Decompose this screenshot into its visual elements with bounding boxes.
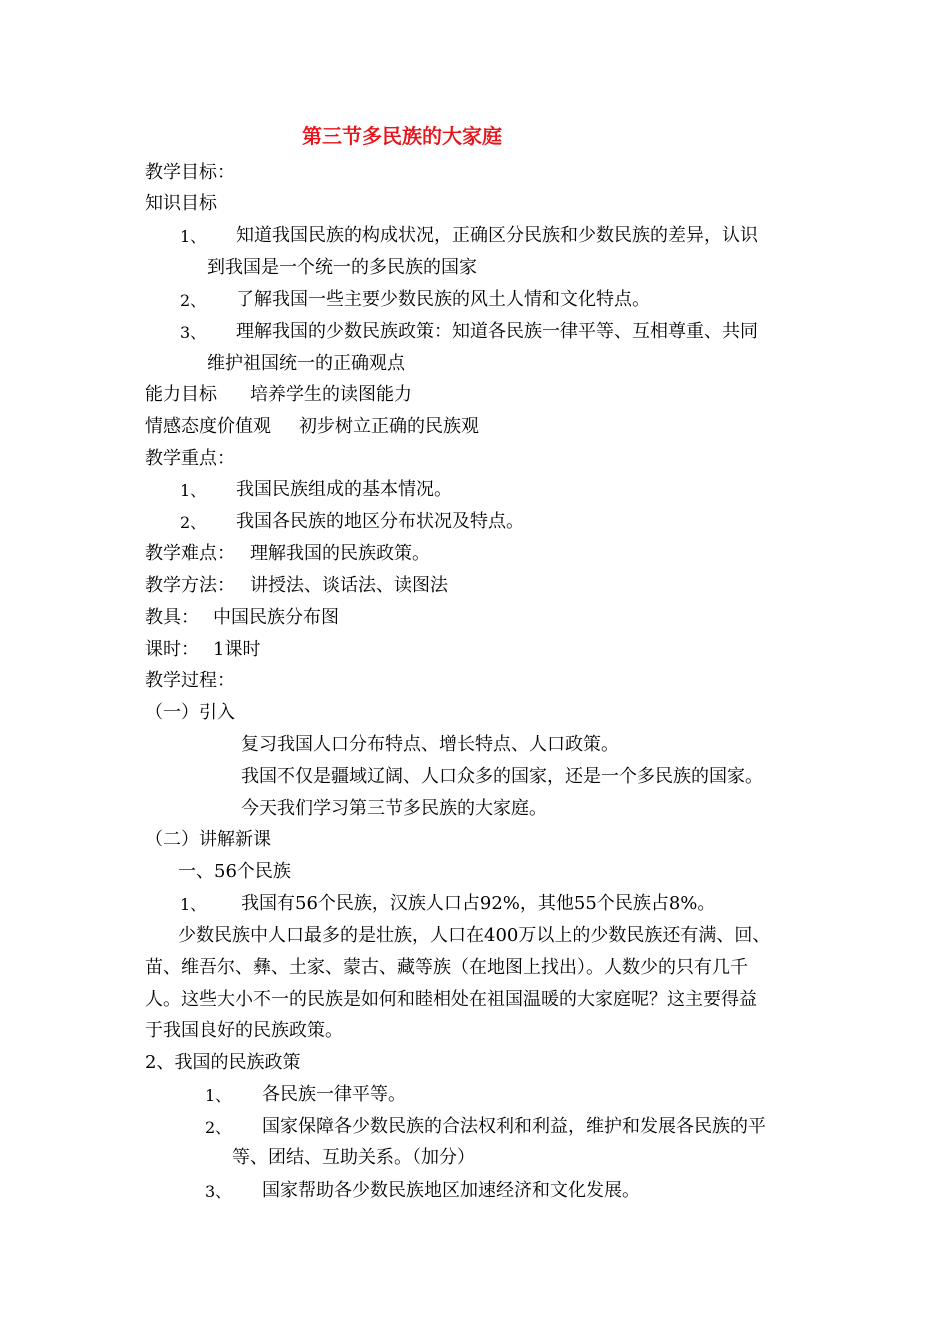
point-1-text: 我国有56个民族，汉族人口占92%，其他55个民族占8%。	[241, 893, 716, 914]
knowledge-goal-2-number: 2、	[180, 291, 207, 310]
hours-label: 课时：	[145, 639, 199, 660]
policy-2-line2: 等、团结、互助关系。（加分）	[232, 1147, 475, 1168]
difficulty-label: 教学难点：	[145, 543, 235, 564]
knowledge-goal-3-line2: 维护祖国统一的正确观点	[207, 353, 405, 374]
key-point-2-number: 2、	[180, 513, 207, 532]
policy-3-number: 3、	[205, 1182, 232, 1201]
policy-1-number: 1、	[205, 1086, 232, 1105]
knowledge-goal-3-line1: 理解我国的少数民族政策：知道各民族一律平等、互相尊重、共同	[236, 321, 758, 342]
ability-goal-text: 培养学生的读图能力	[250, 384, 412, 405]
section-ethnic-policy: 2、我国的民族政策	[145, 1052, 301, 1073]
paragraph-line-1: 少数民族中人口最多的是壮族，人口在400万以上的少数民族还有满、回、	[178, 925, 771, 946]
key-point-1-number: 1、	[180, 481, 207, 500]
knowledge-goal-1-line2: 到我国是一个统一的多民族的国家	[207, 257, 477, 278]
tools-text: 中国民族分布图	[213, 607, 339, 628]
paragraph-line-3: 人。这些大小不一的民族是如何和睦相处在祖国温暖的大家庭呢？这主要得益	[145, 989, 757, 1010]
knowledge-goal-1-number: 1、	[180, 227, 207, 246]
policy-2-number: 2、	[205, 1118, 232, 1137]
policy-2-line1: 国家保障各少数民族的合法权利和利益，维护和发展各民族的平	[262, 1116, 766, 1137]
knowledge-goal-3-number: 3、	[180, 323, 207, 342]
paragraph-line-4: 于我国良好的民族政策。	[145, 1020, 343, 1041]
policy-1-text: 各民族一律平等。	[262, 1084, 406, 1105]
point-1-number: 1、	[180, 895, 207, 914]
hours-text: 1课时	[213, 639, 261, 660]
emotion-goal-text: 初步树立正确的民族观	[299, 416, 479, 437]
knowledge-goal-label: 知识目标	[145, 193, 217, 214]
emotion-goal-label: 情感态度价值观	[145, 416, 271, 437]
teaching-goals-label: 教学目标：	[145, 162, 235, 183]
intro-heading: （一）引入	[145, 702, 235, 723]
policy-3-text: 国家帮助各少数民族地区加速经济和文化发展。	[262, 1180, 640, 1201]
page-title: 第三节多民族的大家庭	[302, 124, 502, 148]
key-point-2-text: 我国各民族的地区分布状况及特点。	[236, 511, 524, 532]
new-lesson-heading: （二）讲解新课	[145, 829, 271, 850]
section-56-ethnic-groups: 一、56个民族	[178, 861, 291, 882]
method-label: 教学方法：	[145, 575, 235, 596]
intro-line-3: 今天我们学习第三节多民族的大家庭。	[241, 798, 547, 819]
difficulty-text: 理解我国的民族政策。	[250, 543, 430, 564]
key-points-label: 教学重点：	[145, 448, 235, 469]
knowledge-goal-2-line1: 了解我国一些主要少数民族的风土人情和文化特点。	[236, 289, 650, 310]
tools-label: 教具：	[145, 607, 199, 628]
process-label: 教学过程：	[145, 670, 235, 691]
paragraph-line-2: 苗、维吾尔、彝、土家、蒙古、藏等族（在地图上找出）。人数少的只有几千	[145, 957, 748, 978]
key-point-1-text: 我国民族组成的基本情况。	[236, 479, 452, 500]
ability-goal-label: 能力目标	[145, 384, 217, 405]
knowledge-goal-1-line1: 知道我国民族的构成状况，正确区分民族和少数民族的差异，认识	[236, 225, 758, 246]
intro-line-2: 我国不仅是疆域辽阔、人口众多的国家，还是一个多民族的国家。	[241, 766, 763, 787]
intro-line-1: 复习我国人口分布特点、增长特点、人口政策。	[241, 734, 619, 755]
method-text: 讲授法、谈话法、读图法	[250, 575, 448, 596]
